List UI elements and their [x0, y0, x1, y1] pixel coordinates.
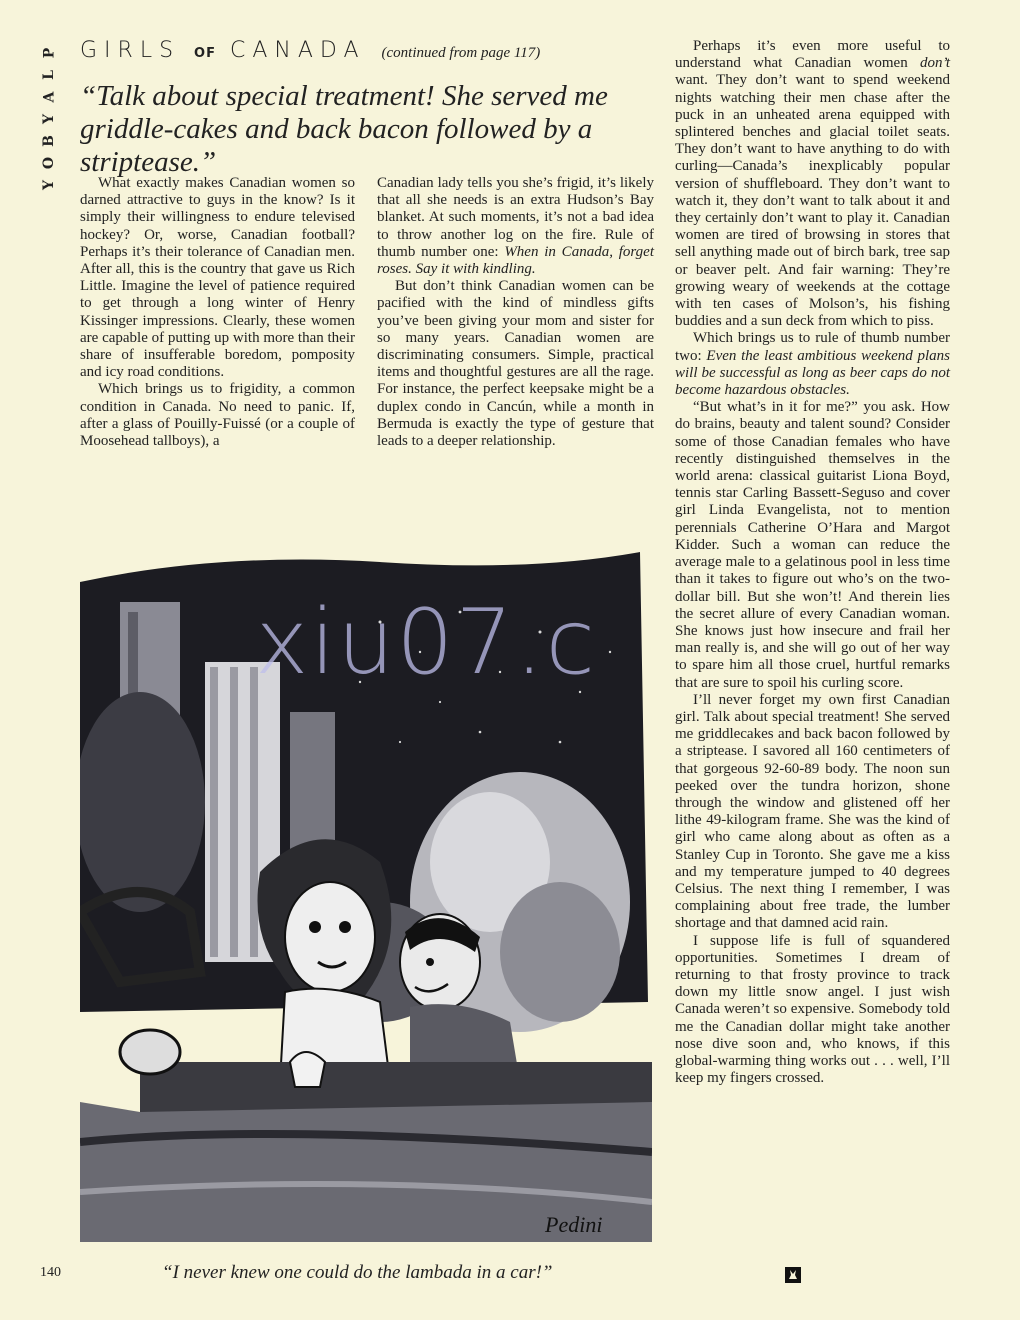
rule-of-thumb-two: Even the least ambitious weekend plans will be successful as long as beer caps do not become hazardous obstacles. [675, 347, 950, 399]
artist-signature: Pedini [545, 1212, 603, 1237]
paragraph-text: Which brings us to rule of thumb number two: [675, 330, 950, 364]
article-header [80, 38, 640, 68]
paragraph-text: Perhaps it’s even more useful to understand what Canadian women [675, 38, 950, 72]
magazine-letter: O [40, 156, 57, 170]
paragraph [675, 38, 950, 330]
paragraph: “But what’s in it for me?” you ask. How do brains, beauty and talent sound? Consider some of those Canadian females who have recently distinguished themselves in the world arena: classical guitarist Liona Boyd, tennis star Carling Bassett-Seguso and cover girl Linda Evangelista, not to mention perennials Catherine O’Hara and Margot Kidder. Such a woman can reduce the average male to a gelatinous pool in less time than it takes to figure out who’s on the two-dollar bill. But she won’t! And therein lies the secret allure of every Canadian woman. She knows just how insecure and frail her man really is, and she will go out of her way to spare him all those cruel, hurtful remarks that are sure to spoil his curling score. [675, 399, 950, 691]
paragraph: What exactly makes Canadian women so darned attractive to guys in the know? Is it simply their willingness to endure televised hockey? Or, worse, Canadian football? Perhaps it’s their tolerance of Canadian men. After all, this is the country that gave us Rich Little. Imagine the level of patience required to get through a long winter of Henry Kissinger impressions. Clearly, these women are capable of putting up with more than their share of insufferable boredom, pomposity and icy road conditions. [80, 175, 355, 381]
paragraph: But don’t think Canadian women can be pacified with the kind of mindless gifts you’ve been giving your mom and sister for so many years. Canadian women are discriminating consumers. Simple, practical items and thoughtful gestures are all the rage. For instance, the perfect keepsake might be a duplex condo in Cancún, while a month in Bermuda is exactly the type of gesture that leads to a deeper relationship. [377, 278, 654, 450]
paragraph: Which brings us to frigidity, a common condition in Canada. No need to panic. If, after a glass of Pouilly-Fuissé (or a couple of Moosehead tallboys), a [80, 381, 355, 450]
paragraph: I’ll never forget my own first Canadian girl. Talk about special treatment! She served me griddlecakes and back bacon followed by a striptease. I savored all 160 centimeters of that gorgeous 92-60-89 body. The noon sun peeked over the tundra horizon, shone through the window and glistened off her lithe 49-kilogram frame. She was the kind of girl who came along about as often as a Stanley Cup in Toronto. She gave me a kiss and my temperature jumped to 40 degrees Celsius. The next thing I remember, I was complaining about free trade, the lumber shortage and that damned acid rain. [675, 691, 950, 932]
text-column-3 [675, 38, 950, 1087]
paragraph [675, 330, 950, 399]
rule-of-thumb-one: When in Canada, forget roses. Say it with kindling. [377, 243, 654, 278]
series-title-part2: CANADA [229, 38, 366, 63]
emphasis: don’t [920, 55, 950, 72]
magazine-letter: Y [41, 180, 57, 190]
text-column-2 [377, 175, 654, 450]
series-title-of: OF [194, 46, 216, 61]
paragraph-text: want. They don’t want to spend weekend nights watching their men chase after the puck in an unheated arena equipped with splintered benches and glacial toilet seats. They don’t want to have anything to do with curling—Canada’s inexplicably popular version of shuffleboard. They don’t want to watch it, they don’t want to talk about it and they certainly don’t want to play it. Canadian women are tired of browsing in stores that sell anything made out of birch bark, tree sap or beaver pelt. And fair warning: They’re growing weary of weekends at the cottage with ten cases of Molson’s, his fishing buddies and a sun deck from which to piss. [675, 72, 950, 330]
series-title-part1: GIRLS [80, 38, 181, 63]
pull-quote: “Talk about special treatment! She served me griddle-cakes and back bacon followed by a striptease.” [80, 80, 608, 178]
series-title [80, 38, 366, 63]
page-number: 140 [40, 1265, 61, 1280]
magazine-name [38, 42, 60, 196]
paragraph-text: Canadian lady tells you she’s frigid, it’s likely that all she needs is an extra Hudson’s Bay blanket. At such moments, it’s not a bad idea to throw another log on the fire. Rule of thumb number one: [377, 175, 654, 260]
cartoon-caption: “I never knew one could do the lambada in a car!” [162, 1262, 553, 1283]
magazine-letter: Y [41, 114, 57, 124]
magazine-letter: A [41, 91, 57, 103]
magazine-letter: P [41, 47, 57, 59]
magazine-letter: L [41, 70, 57, 80]
paragraph: I suppose life is full of squandered opportunities. Sometimes I dream of returning to that frosty province to track down my little snow angel. I just wish Canada weren’t so expensive. Somebody told me the Canadian dollar might take another nose dive soon and, who knows, if this global-warming thing works out . . . well, I’ll keep my fingers crossed. [675, 932, 950, 1087]
magazine-letter: B [41, 135, 57, 147]
bunny-logo-icon [785, 1267, 801, 1283]
paragraph [377, 175, 654, 278]
continued-note: (continued from page 117) [381, 45, 541, 61]
text-column-1 [80, 175, 355, 450]
watermark: xiu07.c [255, 590, 597, 695]
